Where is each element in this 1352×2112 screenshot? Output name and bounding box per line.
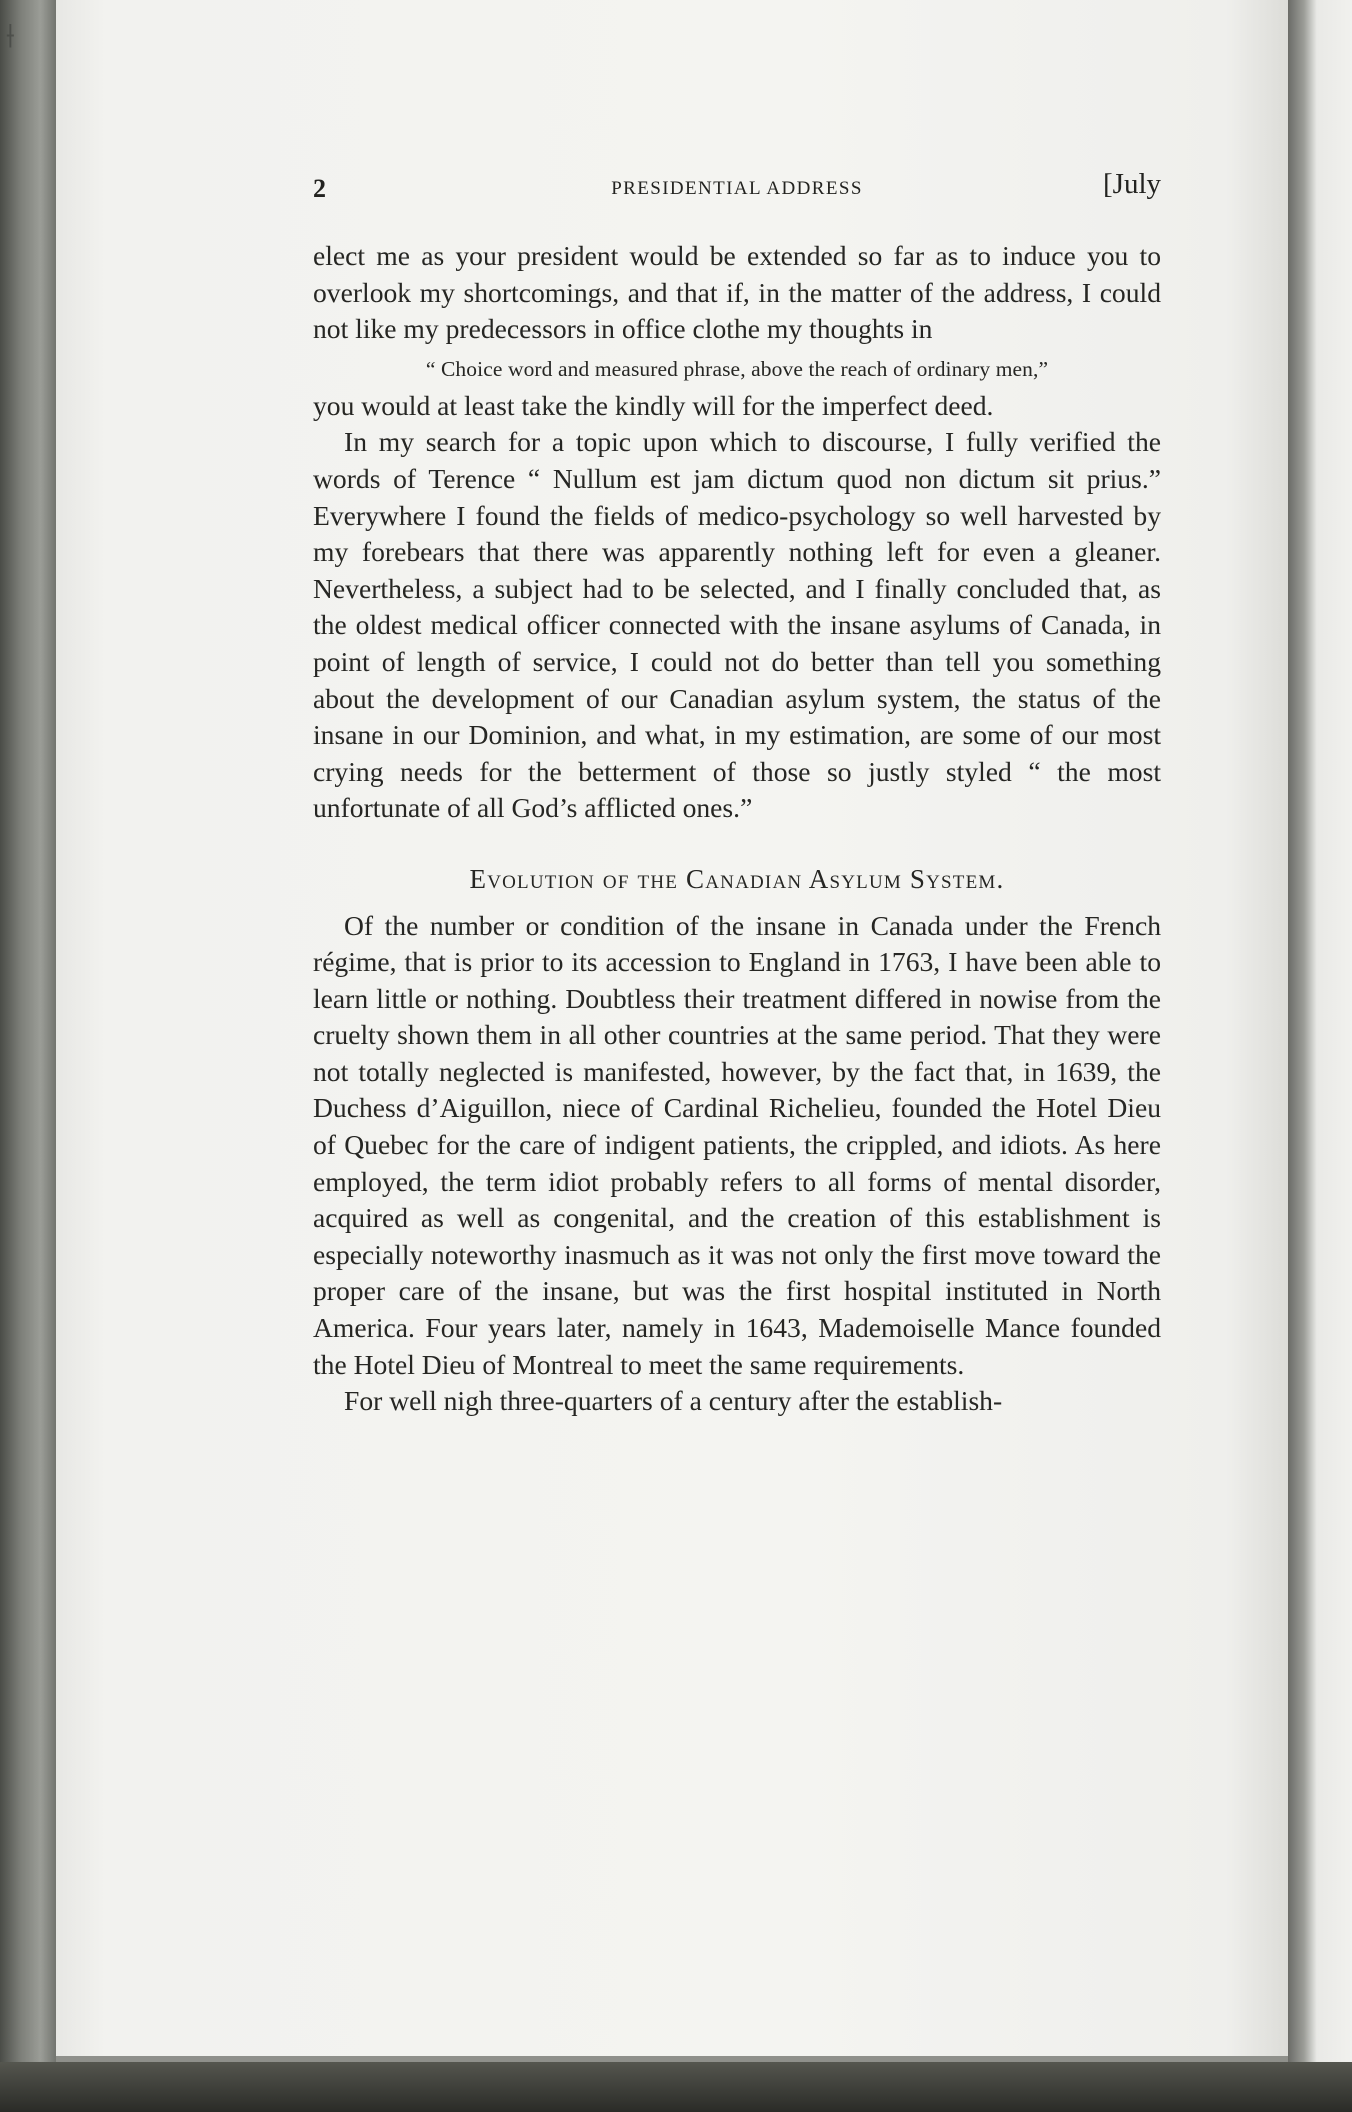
- section-heading: Evolution of the Canadian Asylum System.: [469, 863, 1005, 894]
- quotation: “ Choice word and measured phrase, above the reach of ordinary men,”: [425, 356, 1049, 381]
- page-header: [313, 168, 1161, 214]
- book-binding: [0, 0, 58, 2112]
- running-head: PRESIDENTIAL ADDRESS: [611, 178, 863, 199]
- header-date: [July: [1103, 168, 1161, 200]
- paragraph-1: elect me as your president would be extended so far as to induce you to overlook my shortcomings, and that if, in the matter of the address, I could not like my predecessors in office clothe my thoughts in: [313, 240, 1161, 345]
- paragraph-4: Of the number or condition of the insane in Canada under the French régime, that is prior to its accession to England in 1763, I have been able to learn little or nothing. Doubtless their treatment differed in nowise from the cruelty shown them in all other countries at the same period. That they were not totally neglected is manifested, however, by the fact that, in 1639, the Duchess d’Aiguillon, niece of Cardinal Richelieu, founded the Hotel Dieu of Quebec for the care of indigent patients, the crippled, and idiots. As here employed, the term idiot probably refers to all forms of mental disorder, acquired as well as congenital, and the creation of this establishment is especially noteworthy inasmuch as it was not only the first move toward the proper care of the insane, but was the first hospital instituted in North America. Four years later, namely in 1643, Mademoiselle Mance founded the Hotel Dieu of Montreal to meet the same requirements.: [313, 909, 1161, 1380]
- scan-bottom-border: [0, 2062, 1352, 2112]
- binding-marks: ⟊: [6, 16, 16, 56]
- paragraph-3: In my search for a topic upon which to discourse, I fully verified the words of Terence “ Nullum est jam dictum quod non dictum sit prius.” Everywhere I found the fields of medico-psychology so well harvested by my forebears that there was apparently nothing left for even a gleaner. Nevertheless, a subject had to be selected, and I finally concluded that, as the oldest medical officer connected with the insane asylums of Canada, in point of length of service, I could not do better than tell you something about the development of our Canadian asylum system, the status of the insane in our Dominion, and what, in my estimation, are some of our most crying needs for the betterment of those so justly styled “ the most unfortunate of all God’s afflicted ones.”: [313, 426, 1161, 824]
- facing-page-edge: [1288, 0, 1352, 2112]
- paragraph-5: For well nigh three-quarters of a century after the establish-: [344, 1385, 1003, 1417]
- page-number: 2: [313, 174, 326, 203]
- body-text: [313, 238, 1161, 1420]
- paragraph-2: you would at least take the kindly will for the imperfect deed.: [313, 389, 994, 421]
